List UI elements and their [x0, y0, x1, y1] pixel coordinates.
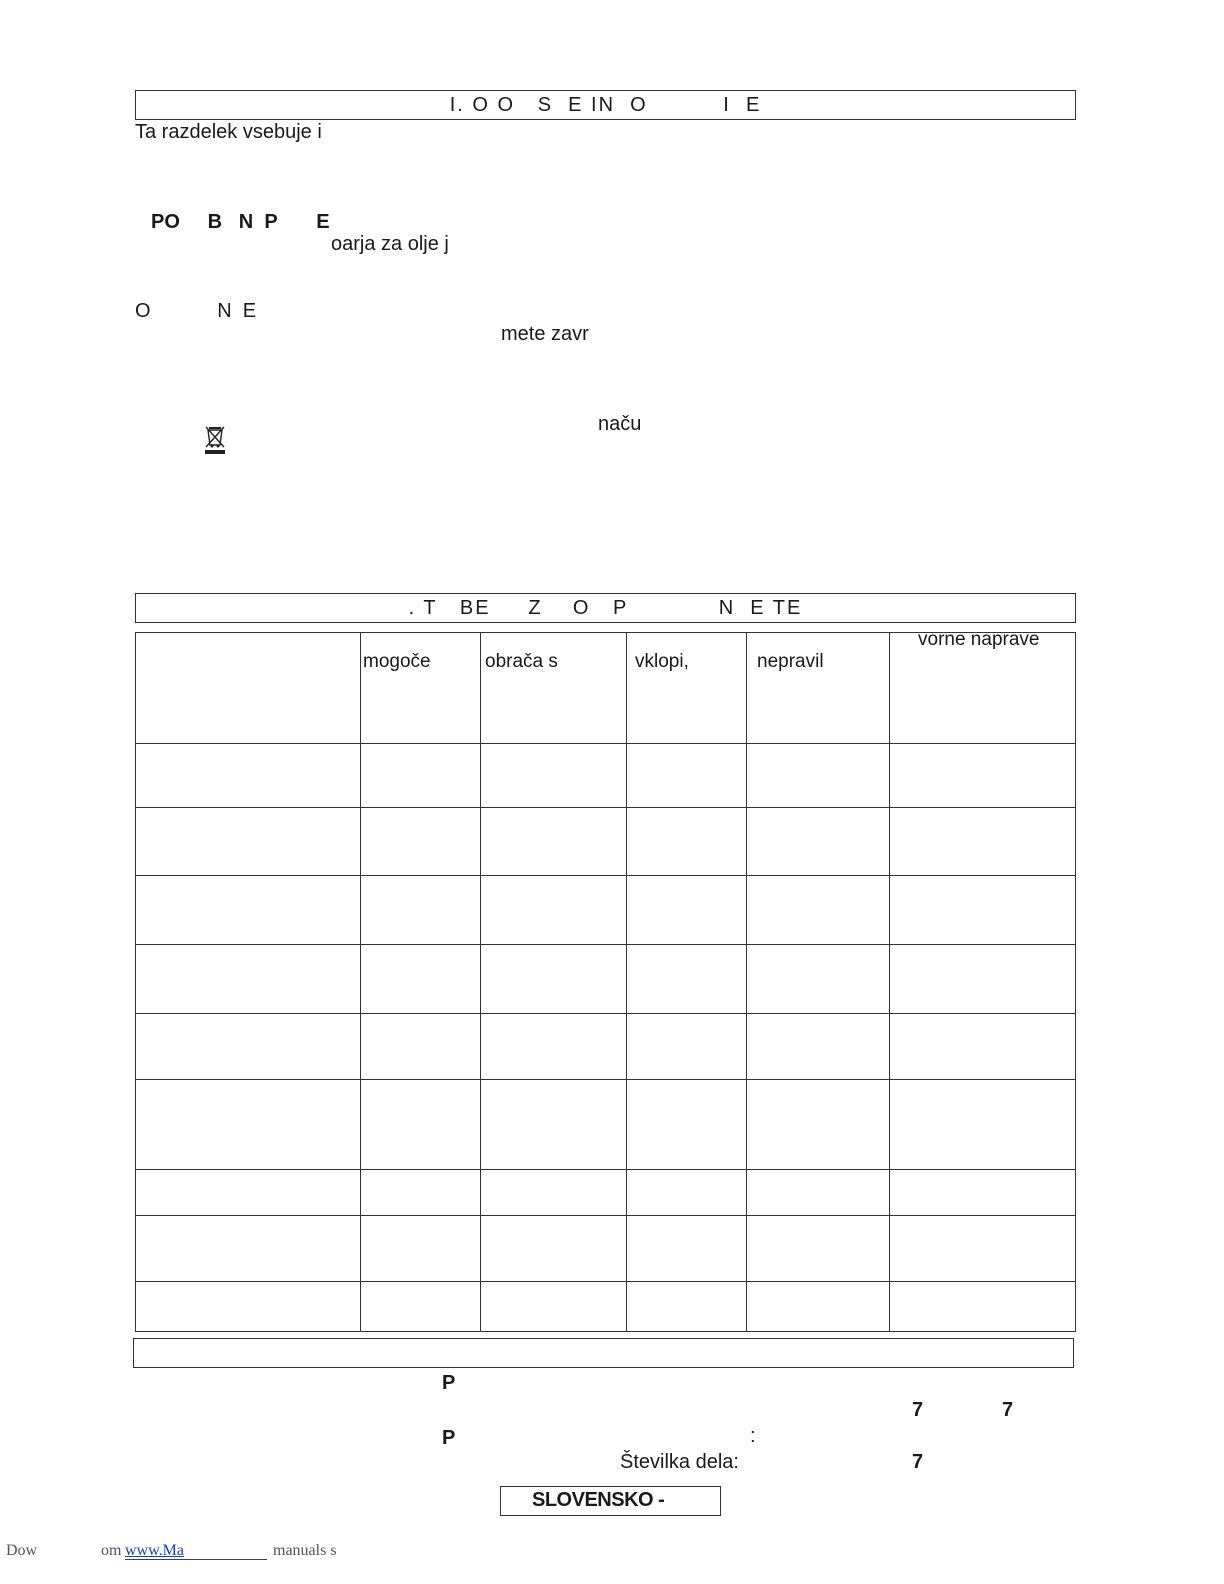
- table-header-cell: obrača s: [485, 651, 558, 672]
- table-header-cell: vorne naprave: [918, 629, 1040, 650]
- footer-right: manuals s: [273, 1542, 337, 1559]
- bottom-seven-a: 7: [912, 1399, 924, 1421]
- part-number-label: Številka dela:: [620, 1451, 739, 1473]
- table-col-line: [889, 632, 890, 1332]
- footer-link[interactable]: www.Ma: [125, 1542, 184, 1559]
- table-header-cell: nepravil: [757, 651, 824, 672]
- footer-left: Dow: [6, 1542, 38, 1559]
- env-text: mete zavr: [501, 323, 589, 345]
- bottom-p1: P: [442, 1372, 456, 1394]
- table-row-line: [135, 1169, 1076, 1170]
- table-row-line: [135, 875, 1076, 876]
- weee-crossed-bin-icon: [194, 406, 218, 438]
- warning-text: oarja za olje j: [331, 233, 449, 255]
- section2-title: . T BE Z O P N E TE: [408, 596, 803, 619]
- env-heading: O N E: [135, 300, 257, 322]
- table-row-line: [135, 1215, 1076, 1216]
- table-header-cell: vklopi,: [635, 651, 689, 672]
- language-label: SLOVENSKO -: [532, 1489, 665, 1511]
- table-row-line: [135, 743, 1076, 744]
- section1-intro: Ta razdelek vsebuje i: [135, 121, 322, 143]
- language-badge: [500, 1486, 721, 1516]
- table-row-line: [135, 944, 1076, 945]
- weee-text: naču: [598, 413, 642, 435]
- section2-title-box: [135, 593, 1076, 623]
- table-frame: [135, 632, 1076, 1332]
- table-row-line: [135, 1281, 1076, 1282]
- table-col-line: [626, 632, 627, 1332]
- table-col-line: [746, 632, 747, 1332]
- table-row-line: [135, 1013, 1076, 1014]
- table-col-line: [480, 632, 481, 1332]
- table-header-cell: mogoče: [363, 651, 431, 672]
- table-row-line: [135, 807, 1076, 808]
- warning-heading: PO B N P E: [151, 211, 330, 233]
- section1-title: I. O O S E IN O I E: [449, 93, 762, 116]
- footer-mid: om: [101, 1542, 122, 1559]
- bottom-p2: P: [442, 1427, 456, 1449]
- table-col-line: [360, 632, 361, 1332]
- note-box: [133, 1338, 1074, 1368]
- footer-link-underline: [125, 1559, 267, 1560]
- bottom-seven-b: 7: [1002, 1399, 1014, 1421]
- table-row-line: [135, 1079, 1076, 1080]
- section1-title-box: [135, 90, 1076, 120]
- bottom-colon: :: [750, 1425, 756, 1447]
- part-number-value: 7: [912, 1451, 924, 1473]
